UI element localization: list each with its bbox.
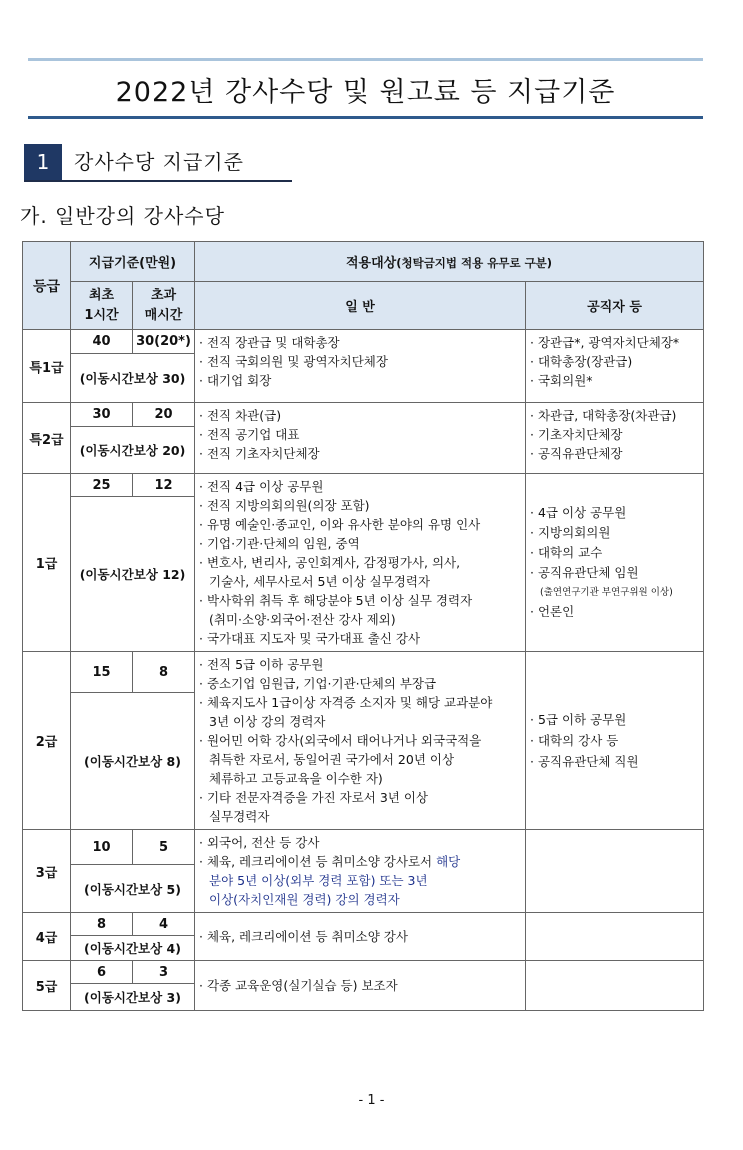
official-targets-empty — [526, 830, 704, 913]
header-grade: 등급 — [23, 242, 71, 330]
list-item: · 대학의 강사 등 — [530, 733, 619, 748]
extra-hour-fee: 8 — [133, 652, 195, 693]
list-item: · 기타 전문자격증을 가진 자로서 3년 이상 — [199, 790, 428, 805]
list-item-continued: 실무경력자 — [209, 809, 270, 824]
section-title: 강사수당 지급기준 — [74, 150, 244, 174]
page-number: - 1 - — [358, 1093, 385, 1108]
list-item: · 외국어, 전산 등 강사 — [199, 835, 320, 850]
list-item-continued: 기술사, 세무사로서 5년 이상 실무경력자 — [209, 574, 431, 589]
extra-hour-fee: 4 — [133, 913, 195, 936]
list-item: · 공직유관단체장 — [530, 446, 623, 461]
list-item: · 기업·기관·단체의 임원, 중역 — [199, 536, 360, 551]
header-official: 공직자 등 — [526, 282, 704, 330]
travel-time-bonus: (이동시간보상 3) — [71, 984, 195, 1011]
first-hour-fee: 8 — [71, 913, 133, 936]
list-item: · 체육, 레크리에이션 등 취미소양 강사 — [199, 929, 408, 944]
section-number: 1 — [24, 144, 62, 180]
grade-cell: 1급 — [23, 474, 71, 652]
subsection-title: 가. 일반강의 강사수당 — [20, 204, 225, 228]
list-item: · 대학의 교수 — [530, 545, 603, 560]
list-item: · 전직 5급 이하 공무원 — [199, 657, 324, 672]
lecture-fee-table — [22, 241, 704, 1011]
extra-hour-fee: 5 — [133, 830, 195, 865]
list-item: · 기초자치단체장 — [530, 427, 623, 442]
general-targets — [195, 403, 526, 474]
extra-hour-fee: 30(20*) — [133, 330, 195, 354]
header-extra-hour — [133, 282, 195, 330]
list-item: · 대기업 회장 — [199, 373, 272, 388]
list-item: · 변호사, 변리사, 공인회계사, 감정평가사, 의사, — [199, 555, 461, 570]
list-item: · 각종 교육운영(실기실습 등) 보조자 — [199, 978, 398, 993]
list-item: · 체육지도사 1급이상 자격증 소지자 및 해당 교과분야 — [199, 695, 493, 710]
travel-time-bonus: (이동시간보상 30) — [71, 353, 195, 402]
grade-cell: 4급 — [23, 913, 71, 961]
list-item: · 국회의원* — [530, 373, 593, 388]
travel-time-bonus: (이동시간보상 5) — [71, 865, 195, 913]
list-item: · 전직 지방의회의원(의장 포함) — [199, 498, 370, 513]
list-item: · 지방의회의원 — [530, 525, 611, 540]
first-hour-fee: 6 — [71, 961, 133, 984]
list-item: · 공직유관단체 직원 — [530, 754, 639, 769]
list-item: · 원어민 어학 강사(외국에서 태어나거나 외국국적을 — [199, 733, 482, 748]
general-targets — [195, 330, 526, 403]
list-item-continued: 취득한 자로서, 동일어권 국가에서 20년 이상 — [209, 752, 455, 767]
highlighted-text: 해당 — [436, 854, 461, 869]
list-item-continued: 3년 이상 강의 경력자 — [209, 714, 326, 729]
general-targets — [195, 474, 526, 652]
list-item: · 전직 공기업 대표 — [199, 427, 300, 442]
general-targets — [195, 830, 526, 913]
list-item: · 전직 국회의원 및 광역자치단체장 — [199, 354, 388, 369]
header-target-note: (청탁금지법 적용 유무로 구분) — [396, 256, 553, 270]
official-targets-empty — [526, 961, 704, 1011]
document-title-block — [28, 58, 703, 119]
grade-cell: 특1급 — [23, 330, 71, 403]
grade-cell: 특2급 — [23, 403, 71, 474]
list-item-note: (출연연구기관 부연구위원 이상) — [540, 587, 673, 598]
header-target-label: 적용대상 — [345, 256, 397, 271]
official-targets — [526, 652, 704, 830]
travel-time-bonus: (이동시간보상 20) — [71, 427, 195, 474]
travel-time-bonus: (이동시간보상 8) — [71, 693, 195, 830]
list-item — [199, 852, 521, 871]
list-item-continued: (취미·소양·외국어·전산 강사 제외) — [209, 612, 396, 627]
list-item: · 차관급, 대학총장(차관급) — [530, 408, 677, 423]
list-item: · 언론인 — [530, 604, 575, 619]
grade-cell: 2급 — [23, 652, 71, 830]
header-first-hour-line1: 최초 — [88, 287, 115, 303]
list-item: · 전직 4급 이상 공무원 — [199, 479, 324, 494]
list-item: · 국가대표 지도자 및 국가대표 출신 강사 — [199, 631, 421, 646]
list-item: · 대학총장(장관급) — [530, 354, 633, 369]
list-item: · 전직 장관급 및 대학총장 — [199, 335, 340, 350]
header-extra-hour-line2: 매시간 — [144, 307, 183, 323]
travel-time-bonus: (이동시간보상 4) — [71, 936, 195, 961]
list-item: · 5급 이하 공무원 — [530, 712, 627, 727]
header-first-hour — [71, 282, 133, 330]
list-item: · 중소기업 임원급, 기업·기관·단체의 부장급 — [199, 676, 437, 691]
list-item-continued: 체류하고 고등교육을 이수한 자) — [209, 771, 383, 786]
list-item: · 전직 차관(급) — [199, 408, 282, 423]
official-targets-empty — [526, 913, 704, 961]
title-bottom-rule — [28, 116, 703, 119]
list-item: · 4급 이상 공무원 — [530, 505, 627, 520]
first-hour-fee: 10 — [71, 830, 133, 865]
highlighted-text: 분야 5년 이상(외부 경력 포함) 또는 3년 — [209, 873, 428, 888]
extra-hour-fee: 3 — [133, 961, 195, 984]
first-hour-fee: 25 — [71, 474, 133, 497]
highlighted-text: 이상(자치인재원 경력) 강의 경력자 — [209, 892, 400, 907]
general-targets — [195, 652, 526, 830]
extra-hour-fee: 20 — [133, 403, 195, 427]
grade-cell: 3급 — [23, 830, 71, 913]
section-heading — [24, 144, 292, 182]
official-targets — [526, 474, 704, 652]
header-general: 일 반 — [195, 282, 526, 330]
list-item: · 유명 예술인·종교인, 이와 유사한 분야의 유명 인사 — [199, 517, 481, 532]
first-hour-fee: 30 — [71, 403, 133, 427]
grade-cell: 5급 — [23, 961, 71, 1011]
general-targets — [195, 913, 526, 961]
official-targets — [526, 403, 704, 474]
general-targets — [195, 961, 526, 1011]
first-hour-fee: 40 — [71, 330, 133, 354]
first-hour-fee: 15 — [71, 652, 133, 693]
list-item: · 박사학위 취득 후 해당분야 5년 이상 실무 경력자 — [199, 593, 473, 608]
list-item-text: · 체육, 레크리에이션 등 취미소양 강사로서 — [199, 854, 437, 869]
page-title: 2022년 강사수당 및 원고료 등 지급기준 — [115, 77, 616, 108]
header-target — [195, 242, 704, 282]
list-item: · 장관급*, 광역자치단체장* — [530, 335, 680, 350]
list-item: · 전직 기초자치단체장 — [199, 446, 320, 461]
extra-hour-fee: 12 — [133, 474, 195, 497]
list-item: · 공직유관단체 임원 — [530, 565, 639, 580]
header-first-hour-line2: 1시간 — [84, 307, 119, 323]
official-targets — [526, 330, 704, 403]
header-pay-standard: 지급기준(만원) — [71, 242, 195, 282]
travel-time-bonus: (이동시간보상 12) — [71, 497, 195, 652]
header-extra-hour-line1: 초과 — [150, 287, 177, 303]
